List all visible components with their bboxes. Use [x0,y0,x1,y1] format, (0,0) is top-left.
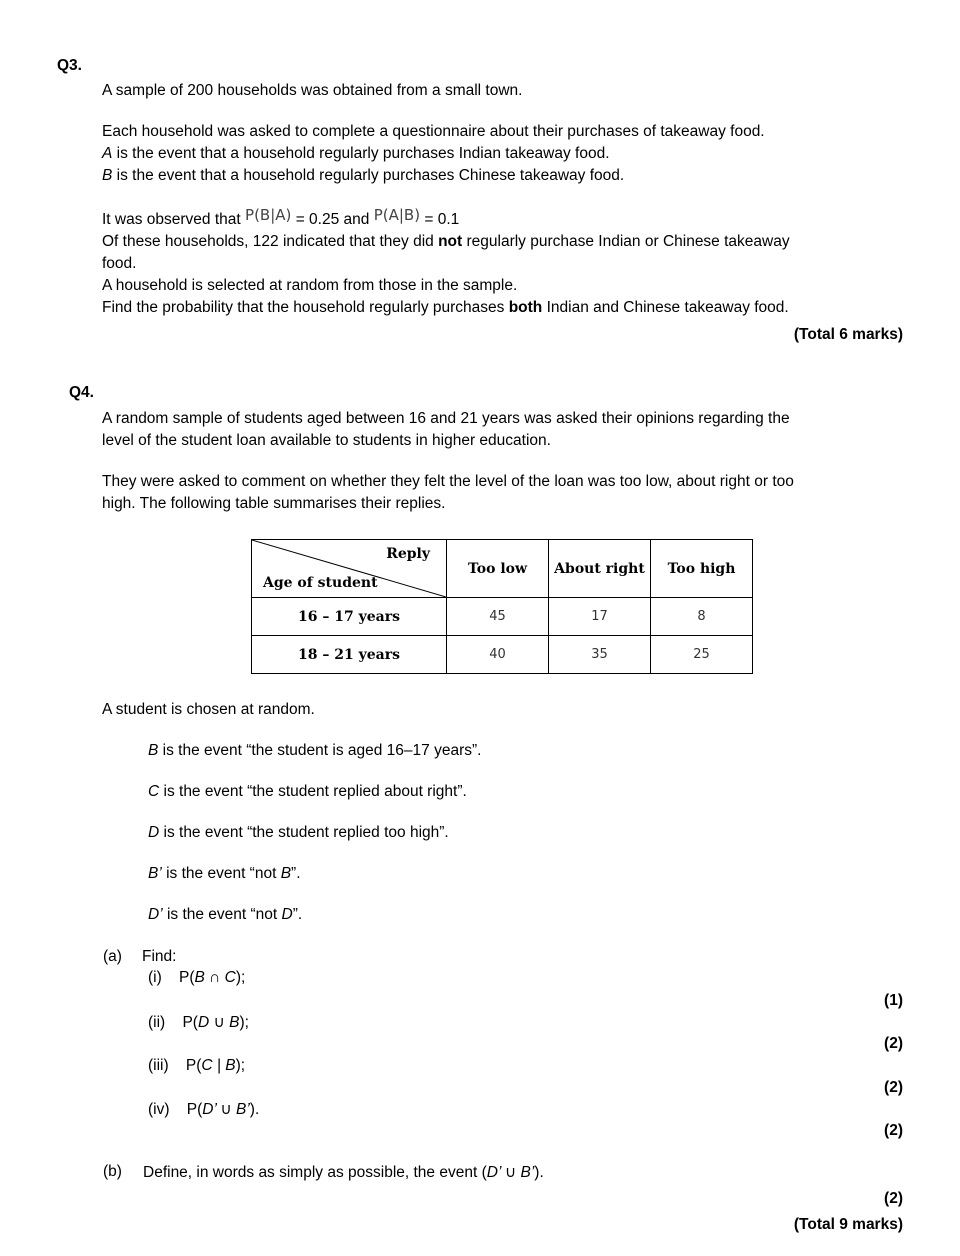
q4-asked-line-2: high. The following table summarises their replies. [102,495,446,512]
event-text: is the event “not [161,865,281,882]
event-letter: B’ [148,865,162,882]
item-expression: B ∩ C [194,969,236,986]
q3-event-b-line [102,165,765,187]
part-a-item-i [148,969,245,987]
part-b-text-pre: Define, in words as simply as possible, the event ( [143,1164,487,1181]
marks-a-iii: (2) [884,1079,903,1096]
q3-find-line [102,297,790,319]
conditional-prob-b-given-a: P(B|A) [245,206,292,224]
part-b-expression: D’ ∪ B’ [486,1164,535,1181]
table-cell: 40 [447,636,549,674]
table-row [252,636,753,674]
table-header-row [252,540,753,598]
q3-122-line [102,231,790,253]
q3-paragraph [102,121,765,187]
item-number: (i) [148,969,162,986]
part-b-text [143,1163,544,1182]
column-header-about-right: About right [549,540,651,598]
conditional-prob-a-given-b: P(A|B) [373,206,421,224]
event-definition-d [148,824,449,842]
event-letter: C [148,783,160,800]
event-letter: D’ [148,906,163,923]
table-corner-cell [252,540,447,598]
item-prefix: P( [185,1057,202,1074]
event-text: ”. [292,906,303,923]
q3-122-text-post: regularly purchase Indian or Chinese takeaway [462,233,790,250]
row-label-16-17: 16 – 17 years [252,598,447,636]
item-expression: C | B [201,1057,236,1074]
item-expression: D’ ∪ B’ [202,1101,250,1118]
q3-intro: A sample of 200 households was obtained from a small town. [102,82,523,99]
event-text: is the event “the student replied too high”. [159,824,449,841]
item-suffix: ); [239,1014,249,1031]
event-text: is the event “the student is aged 16–17 years”. [158,742,482,759]
q4-intro-line-1: A random sample of students aged between 16 and 21 years was asked their opinions regarding the [102,410,790,427]
event-letter: D [281,906,293,923]
item-suffix: ). [249,1101,260,1118]
event-letter: D [148,824,160,841]
q4-chosen-line: A student is chosen at random. [102,701,315,718]
event-a-text: is the event that a household regularly purchases Indian takeaway food. [112,145,610,162]
event-text: is the event “not [162,906,282,923]
event-definition-b [148,742,481,760]
column-header-too-high: Too high [651,540,753,598]
item-prefix: P( [186,1101,203,1118]
event-letter: B [148,742,159,759]
event-definition-d-prime [148,906,302,924]
q3-observation-block [102,208,790,319]
marks-a-i: (1) [884,992,903,1009]
item-prefix: P( [182,1014,198,1031]
prob2-value: = 0.1 [420,211,460,228]
q4-total-marks: (Total 9 marks) [793,1216,903,1233]
part-b-label: (b) [103,1163,122,1180]
marks-a-ii: (2) [884,1035,903,1052]
event-definition-b-prime [148,865,301,883]
part-a-item-ii [148,1013,249,1032]
q3-event-a-line [102,143,765,165]
marks-b: (2) [884,1190,903,1207]
item-number: (iii) [148,1057,169,1074]
q3-122-text-bold: not [438,233,463,250]
table-cell: 45 [447,598,549,636]
q3-observation-line [102,208,790,231]
question-3-number: Q3. [57,57,82,74]
prob1-value: = 0.25 and [291,211,374,228]
q3-find-post: Indian and Chinese takeaway food. [542,299,789,316]
q4-intro [102,408,790,452]
part-a-label: (a) [103,948,122,965]
age-header: Age of student [263,575,378,591]
event-b-text: is the event that a household regularly purchases Chinese takeaway food. [112,167,625,184]
event-text: is the event “the student replied about right”. [159,783,467,800]
q3-total-marks: (Total 6 marks) [793,326,903,343]
event-letter: B [280,865,292,882]
event-text: ”. [291,865,301,882]
item-prefix: P( [179,969,195,986]
column-header-too-low: Too low [447,540,549,598]
q4-intro-line-2: level of the student loan available to students in higher education. [102,432,551,449]
part-a-item-iii [148,1057,245,1075]
table-cell: 8 [651,598,753,636]
event-a-letter: A [102,145,113,162]
item-suffix: ); [235,1057,246,1074]
q4-asked [102,471,794,515]
table-cell: 17 [549,598,651,636]
q3-122-text-pre: Of these households, 122 indicated that they did [102,233,439,250]
event-b-letter: B [102,167,113,184]
table-cell: 35 [549,636,651,674]
part-a-item-iv [148,1100,259,1119]
q3-find-pre: Find the probability that the household regularly purchases [102,299,509,316]
item-suffix: ); [235,969,246,986]
q3-selected-line: A household is selected at random from those in the sample. [102,277,518,294]
observation-prefix: It was observed that [102,211,246,228]
reply-header: Reply [386,546,430,562]
marks-a-iv: (2) [884,1122,903,1139]
q3-questionnaire-line: Each household was asked to complete a questionnaire about their purchases of takeaway food. [102,123,765,140]
row-label-18-21: 18 – 21 years [252,636,447,674]
table-cell: 25 [651,636,753,674]
event-definition-c [148,783,467,801]
item-expression: D ∪ B [197,1014,240,1031]
question-4-number: Q4. [69,384,94,401]
item-number: (ii) [148,1014,166,1031]
table-row [252,598,753,636]
part-a-find: Find: [142,948,177,965]
q3-122-continuation: food. [102,255,137,272]
part-b-text-post: ). [534,1164,544,1181]
replies-table [251,539,753,674]
q3-find-bold: both [508,299,543,316]
item-number: (iv) [148,1101,170,1118]
q4-asked-line-1: They were asked to comment on whether they felt the level of the loan was too low, about right or too [102,473,794,490]
